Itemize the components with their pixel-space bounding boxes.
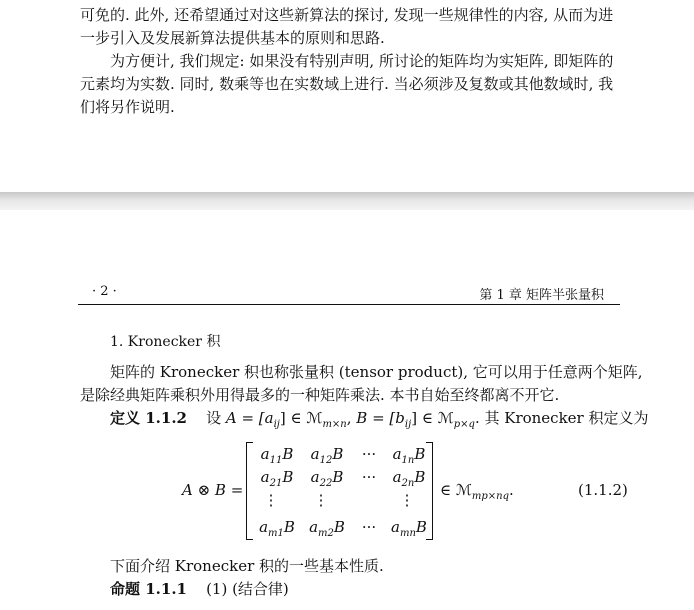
equation-rhs (440, 481, 514, 502)
math-sub: ij (273, 419, 280, 430)
paragraph-convention (80, 50, 620, 119)
math-b: B = [b (356, 409, 405, 427)
matrix-cell: $a_{1n}B$ (392, 445, 426, 466)
matrix-cell: $a_{m1}B$ (259, 518, 295, 539)
definition-text: 设 (206, 409, 226, 427)
text-line: 可免的. 此外, 还希望通过对这些新算法的探讨, 发现一些规律性的内容, 从而为进 (80, 6, 614, 24)
proposition-label: 命题 1.1.1 (110, 580, 187, 598)
text-line: 一步引入及发展新算法提供基本的原则和思路. (80, 29, 385, 47)
intro-line-2: 是除经典矩阵乘积外用得最多的一种矩阵乘法. 本书自始至终都离不开它. (80, 386, 560, 404)
proposition-text: (1) (结合律) (206, 580, 289, 598)
math-set: ∈ ℳ (440, 481, 472, 499)
matrix-cell: $a_{21}B$ (260, 468, 294, 489)
matrix-cell: $a_{12}B$ (310, 445, 344, 466)
matrix-cell: ··· (361, 445, 377, 463)
equation-number: (1.1.2) (578, 481, 628, 499)
kronecker-matrix (180, 440, 620, 540)
header-rule (78, 304, 620, 305)
math-period: . (509, 481, 514, 499)
math-sub: m×n (322, 419, 347, 430)
matrix-cell: ··· (361, 518, 377, 536)
matrix-cell: ··· (361, 468, 377, 486)
matrix-vdots: ⋮ (313, 491, 329, 509)
text-line: 们将另作说明. (80, 98, 175, 116)
matrix-cell: $a_{mn}B$ (391, 518, 427, 539)
closing-line: 下面介绍 Kronecker 积的一些基本性质. (110, 557, 384, 575)
page-separator (0, 192, 694, 210)
text-line: 元素均为实数. 同时, 数乘等也在实数域上进行. 当必须涉及复数或其他数域时, 我 (80, 75, 614, 93)
proposition-1-1-1 (110, 578, 289, 599)
intro-line-1: 矩阵的 Kronecker 积也称张量积 (tensor product), 它可以用于任意两个矩阵, (110, 363, 643, 381)
equation-lhs: A ⊗ B = (182, 481, 244, 499)
paragraph-algorithm-exploration (80, 4, 620, 50)
math-set: ] ∈ ℳ (279, 409, 323, 427)
math-sub: ij (404, 419, 412, 430)
math-a: A = [a (225, 409, 274, 427)
definition-text: . 其 Kronecker 积定义为 (474, 409, 649, 427)
math-set: ] ∈ ℳ (411, 409, 454, 427)
matrix-vdots: ⋮ (263, 491, 279, 509)
matrix-vdots: ⋮ (399, 491, 415, 509)
running-header (80, 284, 618, 302)
matrix-cell: $a_{22}B$ (310, 468, 344, 489)
chapter-title: 第 1 章 矩阵半张量积 (479, 288, 604, 303)
matrix-cell: $a_{11}B$ (260, 445, 294, 466)
text-line: 为方便计, 我们规定: 如果没有特别声明, 所讨论的矩阵均为实矩阵, 即矩阵的 (110, 52, 614, 70)
matrix-cell: $a_{2n}B$ (392, 468, 426, 489)
math-sub: mp×nq (471, 491, 510, 502)
math-sep: , (346, 409, 357, 427)
math-sub: p×q (453, 419, 475, 430)
definition-label: 定义 1.1.2 (110, 409, 187, 427)
definition-1-1-2 (110, 407, 649, 430)
section-title: 1. Kronecker 积 (110, 334, 221, 350)
matrix-cell: $a_{m2}B$ (309, 518, 345, 539)
page-number: · 2 · (92, 284, 117, 299)
